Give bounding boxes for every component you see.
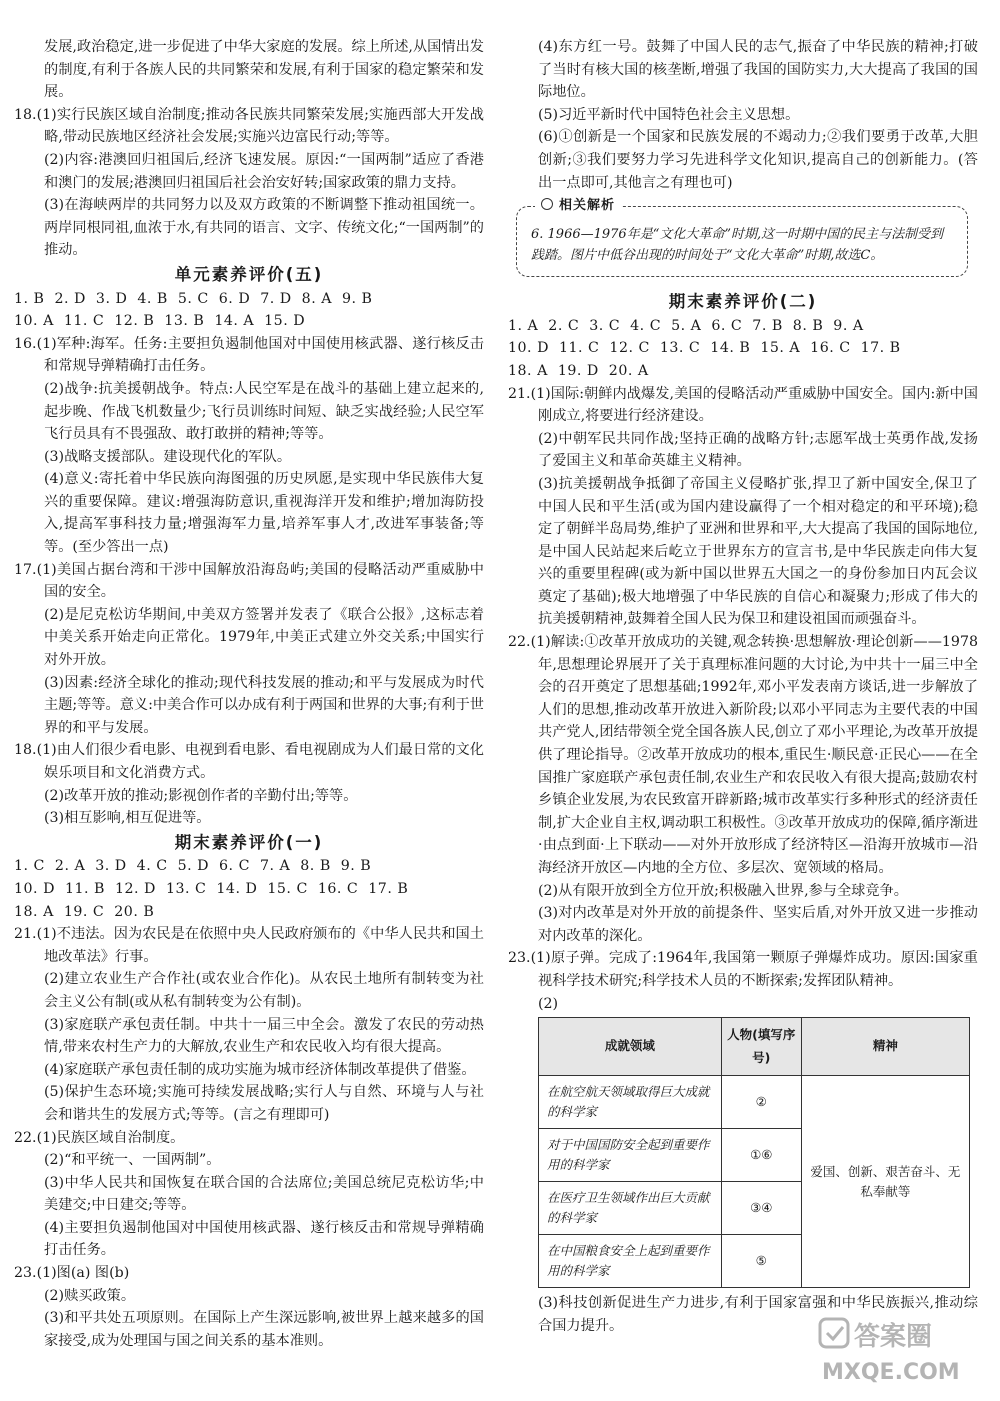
answer-paragraph: (3)相互影响,相互促进等。 bbox=[44, 810, 211, 827]
answer-paragraph: (6)①创新是一个国家和民族发展的不竭动力;②我们要勇于改革,大胆创新;③我们要努力学习先进科学文化知识,提高自己的创新能力。(答出一点即可,其他言之有理也可) bbox=[538, 129, 978, 191]
answer-paragraph: (2)是尼克松访华期间,中美双方签署并发表了《联合公报》,这标志着中美关系开始走向正常化。1979年,中美正式建立外交关系;中国实行对外开放。 bbox=[44, 606, 484, 669]
section-heading-unit5: 单元素养评价(五) bbox=[174, 264, 324, 284]
question-23-final2 bbox=[508, 947, 978, 1337]
answer-paragraph: 21.(1)国际:朝鲜内战爆发,美国的侵略活动严重威胁中国安全。国内:新中国刚成立,将要进行经济建设。 bbox=[508, 385, 978, 425]
answer-paragraph: (2)从有限开放到全方位开放;积极融入世界,参与全球竞争。 bbox=[538, 882, 908, 899]
question-21-final2 bbox=[508, 383, 978, 632]
answer-paragraph: (3)和平共处五项原则。在国际上产生深远影响,被世界上越来越多的国家接受,成为处理国与国之间关系的基本准则。 bbox=[44, 1310, 484, 1349]
watermark-logo bbox=[818, 1315, 978, 1387]
answer-paragraph: 23.(1)图(a) 图(b) bbox=[14, 1265, 130, 1282]
answer-paragraph: (3)抗美援朝战争抵御了帝国主义侵略扩张,捍卫了新中国安全,保卫了中国人民和平生活(或为国内建设赢得了一个相对稳定的和平环境);稳定了朝鲜半岛局势,维护了亚洲和世界和平,大大提高了我国的国际地位,是中国人民站起来后屹立于世界东方的宣言书,是中华民族走向伟大复兴的重要里程碑(或为新中国以世界五大国之一的身份参加日内瓦会议奠定了基础);极大地增强了中华民族的自信心和凝聚力;形成了伟大的抗美援朝精神,鼓舞着全国人民为保卫和建设祖国而顽强奋斗。 bbox=[538, 475, 978, 628]
answer-paragraph: (2)战争:抗美援朝战争。特点:人民空军是在战斗的基础上建立起来的,起步晚、作战飞机数量少;飞行员训练时间短、缺乏实战经验;人民空军飞行员具有不畏强敌、敢打敢拼的精神;等等。 bbox=[44, 380, 484, 443]
section-heading-final1: 期末素养评价(一) bbox=[174, 832, 324, 852]
section-heading-final2: 期末素养评价(二) bbox=[668, 292, 818, 312]
answer-paragraph: (3)家庭联产承包责任制。中共十一届三中全会。激发了农民的劳动热情,带来农村生产力的大解放,农业生产和农民收入均有很大提高。 bbox=[44, 1016, 484, 1056]
answer-paragraph: 21.(1)不违法。因为农民是在依照中央人民政府颁布的《中华人民共和国土地改革法》行事。 bbox=[14, 926, 484, 965]
answer-paragraph: 18.(1)由人们很少看电影、电视到看电影、看电视剧成为人们最日常的文化娱乐项目和文化消费方式。 bbox=[14, 742, 484, 781]
table-cell: 在医疗卫生领域作出巨大贡献的科学家 bbox=[539, 1182, 722, 1235]
achievement-table bbox=[538, 1017, 970, 1288]
answer-paragraph: (2)“和平统一、一国两制”。 bbox=[44, 1152, 221, 1169]
analysis-title: 相关解析 bbox=[535, 196, 621, 217]
answer-paragraph: (2)赎买政策。 bbox=[44, 1287, 136, 1304]
multiple-choice-answers: 1. C 2. A 3. D 4. C 5. D 6. C 7. A 8. B 9. B 10. D 11. B 12. D 13. C 14. D 15. C 16. C 17. B 18. A 19. C 20. B bbox=[14, 858, 409, 920]
table-header: 人物(填写序号) bbox=[721, 1018, 801, 1076]
answer-paragraph: (4)意义:寄托着中华民族向海图强的历史夙愿,是实现中华民族伟大复兴的重要保障。建议:增强海防意识,重视海洋开发和维护;增加海防投入,提高军事科技力量;增强海军力量,培养军事人才,改进军事装备;等等。(至少答出一点) bbox=[44, 471, 484, 556]
answer-paragraph: (3)战略支援部队。建设现代化的军队。 bbox=[44, 448, 292, 465]
answer-paragraph: 22.(1)解读:①改革开放成功的关键,观念转换·思想解放·理论创新——1978年,思想理论界展开了关于真理标准问题的大讨论,为中共十一届三中全会的召开奠定了思想基础;1992年,邓小平发表南方谈话,进一步解放了人们的思想,推动改革开放进入新阶段;以邓小平同志为主要代表的中国共产党人,团结带领全党全国各族人民,创立了邓小平理论,为改革开放提供了理论指导。②改革开放成功的根本,重民生·顺民意·正民心——在全国推广家庭联产承包责任制,农业生产和农民收入有很大提高;鼓励农村乡镇企业发展,为农民致富开辟新路;城市改革实行多种形式的经济责任制,扩大企业自主权,调动职工积极性。③改革开放成功的保障,循序渐进·由点到面·上下联动——对外开放形成了经济特区—沿海开放城市—沿海经济开放区—内地的全方位、多层次、宽领域的格局。 bbox=[508, 634, 978, 876]
watermark-url: MXQE.COM bbox=[822, 1360, 960, 1385]
left-column bbox=[14, 36, 484, 1352]
question-17 bbox=[14, 559, 484, 740]
answer-paragraph: (4)家庭联产承包责任制的成功实施为城市经济体制改革提供了借鉴。 bbox=[44, 1061, 476, 1078]
watermark-title: 答案圈 bbox=[854, 1322, 933, 1352]
question-16 bbox=[14, 333, 484, 559]
question-22-final1 bbox=[14, 1127, 484, 1263]
answer-paragraph: (2)中朝军民共同作战;坚持正确的战略方针;志愿军战士英勇作战,发扬了爱国主义和革命英雄主义精神。 bbox=[538, 430, 978, 470]
table-cell: ⑤ bbox=[721, 1235, 801, 1288]
answer-paragraph: 23.(1)原子弹。完成了:1964年,我国第一颗原子弹爆炸成功。原因:国家重视科学技术研究;科学技术人员的不断探索;发挥团队精神。 bbox=[508, 950, 978, 989]
analysis-text: 6. 1966—1976年是“文化大革命”时期,这一时期中国的民主与法制受到践踏。图片中低谷出现的时间处于“文化大革命”时期,故选C。 bbox=[531, 227, 944, 263]
table-header: 精神 bbox=[801, 1018, 969, 1076]
question-21-final1 bbox=[14, 923, 484, 1126]
question-23-final1 bbox=[14, 1262, 484, 1352]
answer-paragraph: (4)东方红一号。鼓舞了中国人民的志气,振奋了中华民族的精神;打破了当时有核大国的核垄断,增强了我国的国防实力,大大提高了我国的国际地位。 bbox=[538, 39, 978, 101]
multiple-choice-answers: 1. B 2. D 3. D 4. B 5. C 6. D 7. D 8. A 9. B 10. A 11. C 12. B 13. B 14. A 15. D bbox=[14, 290, 373, 330]
answer-paragraph: 17.(1)美国占据台湾和干涉中国解放沿海岛屿;美国的侵略活动严重威胁中国的安全。 bbox=[14, 561, 484, 601]
table-cell: ③④ bbox=[721, 1182, 801, 1235]
answer-paragraph: (2)改革开放的推动;影视创作者的辛勤付出;等等。 bbox=[44, 787, 358, 804]
answer-paragraph: (2)建立农业生产合作社(或农业合作化)。从农民土地所有制转变为社会主义公有制(或从私有制转变为公有制)。 bbox=[44, 971, 484, 1010]
answer-paragraph: (3)对内改革是对外开放的前提条件、坚实后盾,对外开放又进一步推动对内改革的深化。 bbox=[538, 905, 978, 944]
question-18-unit5 bbox=[14, 739, 484, 829]
table-cell: ② bbox=[721, 1076, 801, 1129]
answer-paragraph: (3)科技创新促进生产力进步,有利于国家富强和中华民族振兴,推动综合国力提升。 bbox=[538, 1295, 978, 1334]
answer-paragraph: 16.(1)军种:海军。任务:主要担负遏制他国对中国使用核武器、遂行核反击和常规导弹精确打击任务。 bbox=[14, 335, 484, 375]
table-cell: 在中国粮食安全上起到重要作用的科学家 bbox=[539, 1235, 722, 1288]
answer-paragraph: (5)保护生态环境;实施可持续发展战略;实行人与自然、环境与人与社会和谐共生的发展方式;等等。(言之有理即可) bbox=[44, 1084, 484, 1123]
analysis-box bbox=[516, 198, 968, 277]
answer-paragraph: (3)因素:经济全球化的推动;现代科技发展的推动;和平与发展成为时代主题;等等。意义:中美合作可以办成有利于两国和世界的大事;有利于世界的和平与发展。 bbox=[44, 674, 484, 736]
answer-paragraph: (2)内容:港澳回归祖国后,经济飞速发展。原因:“一国两制”适应了香港和澳门的发展;港澳回归祖国后社会治安好转;国家政策的鼎力支持。 bbox=[44, 151, 484, 191]
question-18-unit4 bbox=[14, 104, 484, 262]
answer-paragraph: 18.(1)实行民族区域自治制度;推动各民族共同繁荣发展;实施西部大开发战略,带动民族地区经济社会发展;实施兴边富民行动;等等。 bbox=[14, 106, 484, 146]
multiple-choice-answers: 1. A 2. C 3. C 4. C 5. A 6. C 7. B 8. B 9. A 10. D 11. C 12. C 13. C 14. B 15. A 16. C 17. B 18. A 19. D 20. A bbox=[508, 317, 901, 379]
answer-paragraph: (4)主要担负遏制他国对中国使用核武器、遂行核反击和常规导弹精确打击任务。 bbox=[44, 1219, 484, 1259]
table-cell: 在航空航天领域取得巨大成就的科学家 bbox=[539, 1076, 722, 1129]
answer-paragraph: (2) bbox=[538, 995, 559, 1012]
answer-paragraph: (3)在海峡两岸的共同努力以及双方政策的不断调整下推动祖国统一。两岸同根同祖,血浓于水,有共同的语言、文字、传统文化;“一国两制”的推动。 bbox=[44, 197, 484, 259]
right-column bbox=[508, 36, 978, 1338]
answer-paragraph: (3)中华人民共和国恢复在联合国的合法席位;美国总统尼克松访华;中美建交;中日建交;等等。 bbox=[44, 1174, 484, 1214]
spirit-cell: 爱国、创新、艰苦奋斗、无私奉献等 bbox=[801, 1076, 969, 1288]
question-22-final2 bbox=[508, 631, 978, 947]
table-cell: ①⑥ bbox=[721, 1129, 801, 1182]
answer-paragraph: (5)习近平新时代中国特色社会主义思想。 bbox=[538, 106, 800, 123]
answer-paragraph: 22.(1)民族区域自治制度。 bbox=[14, 1129, 185, 1146]
intro-paragraph: 发展,政治稳定,进一步促进了中华大家庭的发展。综上所述,从国情出发的制度,有利于各族人民的共同繁荣和发展,有利于国家的稳定繁荣和发展。 bbox=[44, 39, 484, 101]
table-header: 成就领域 bbox=[539, 1018, 722, 1076]
table-row bbox=[539, 1076, 970, 1129]
table-cell: 对于中国国防安全起到重要作用的科学家 bbox=[539, 1129, 722, 1182]
